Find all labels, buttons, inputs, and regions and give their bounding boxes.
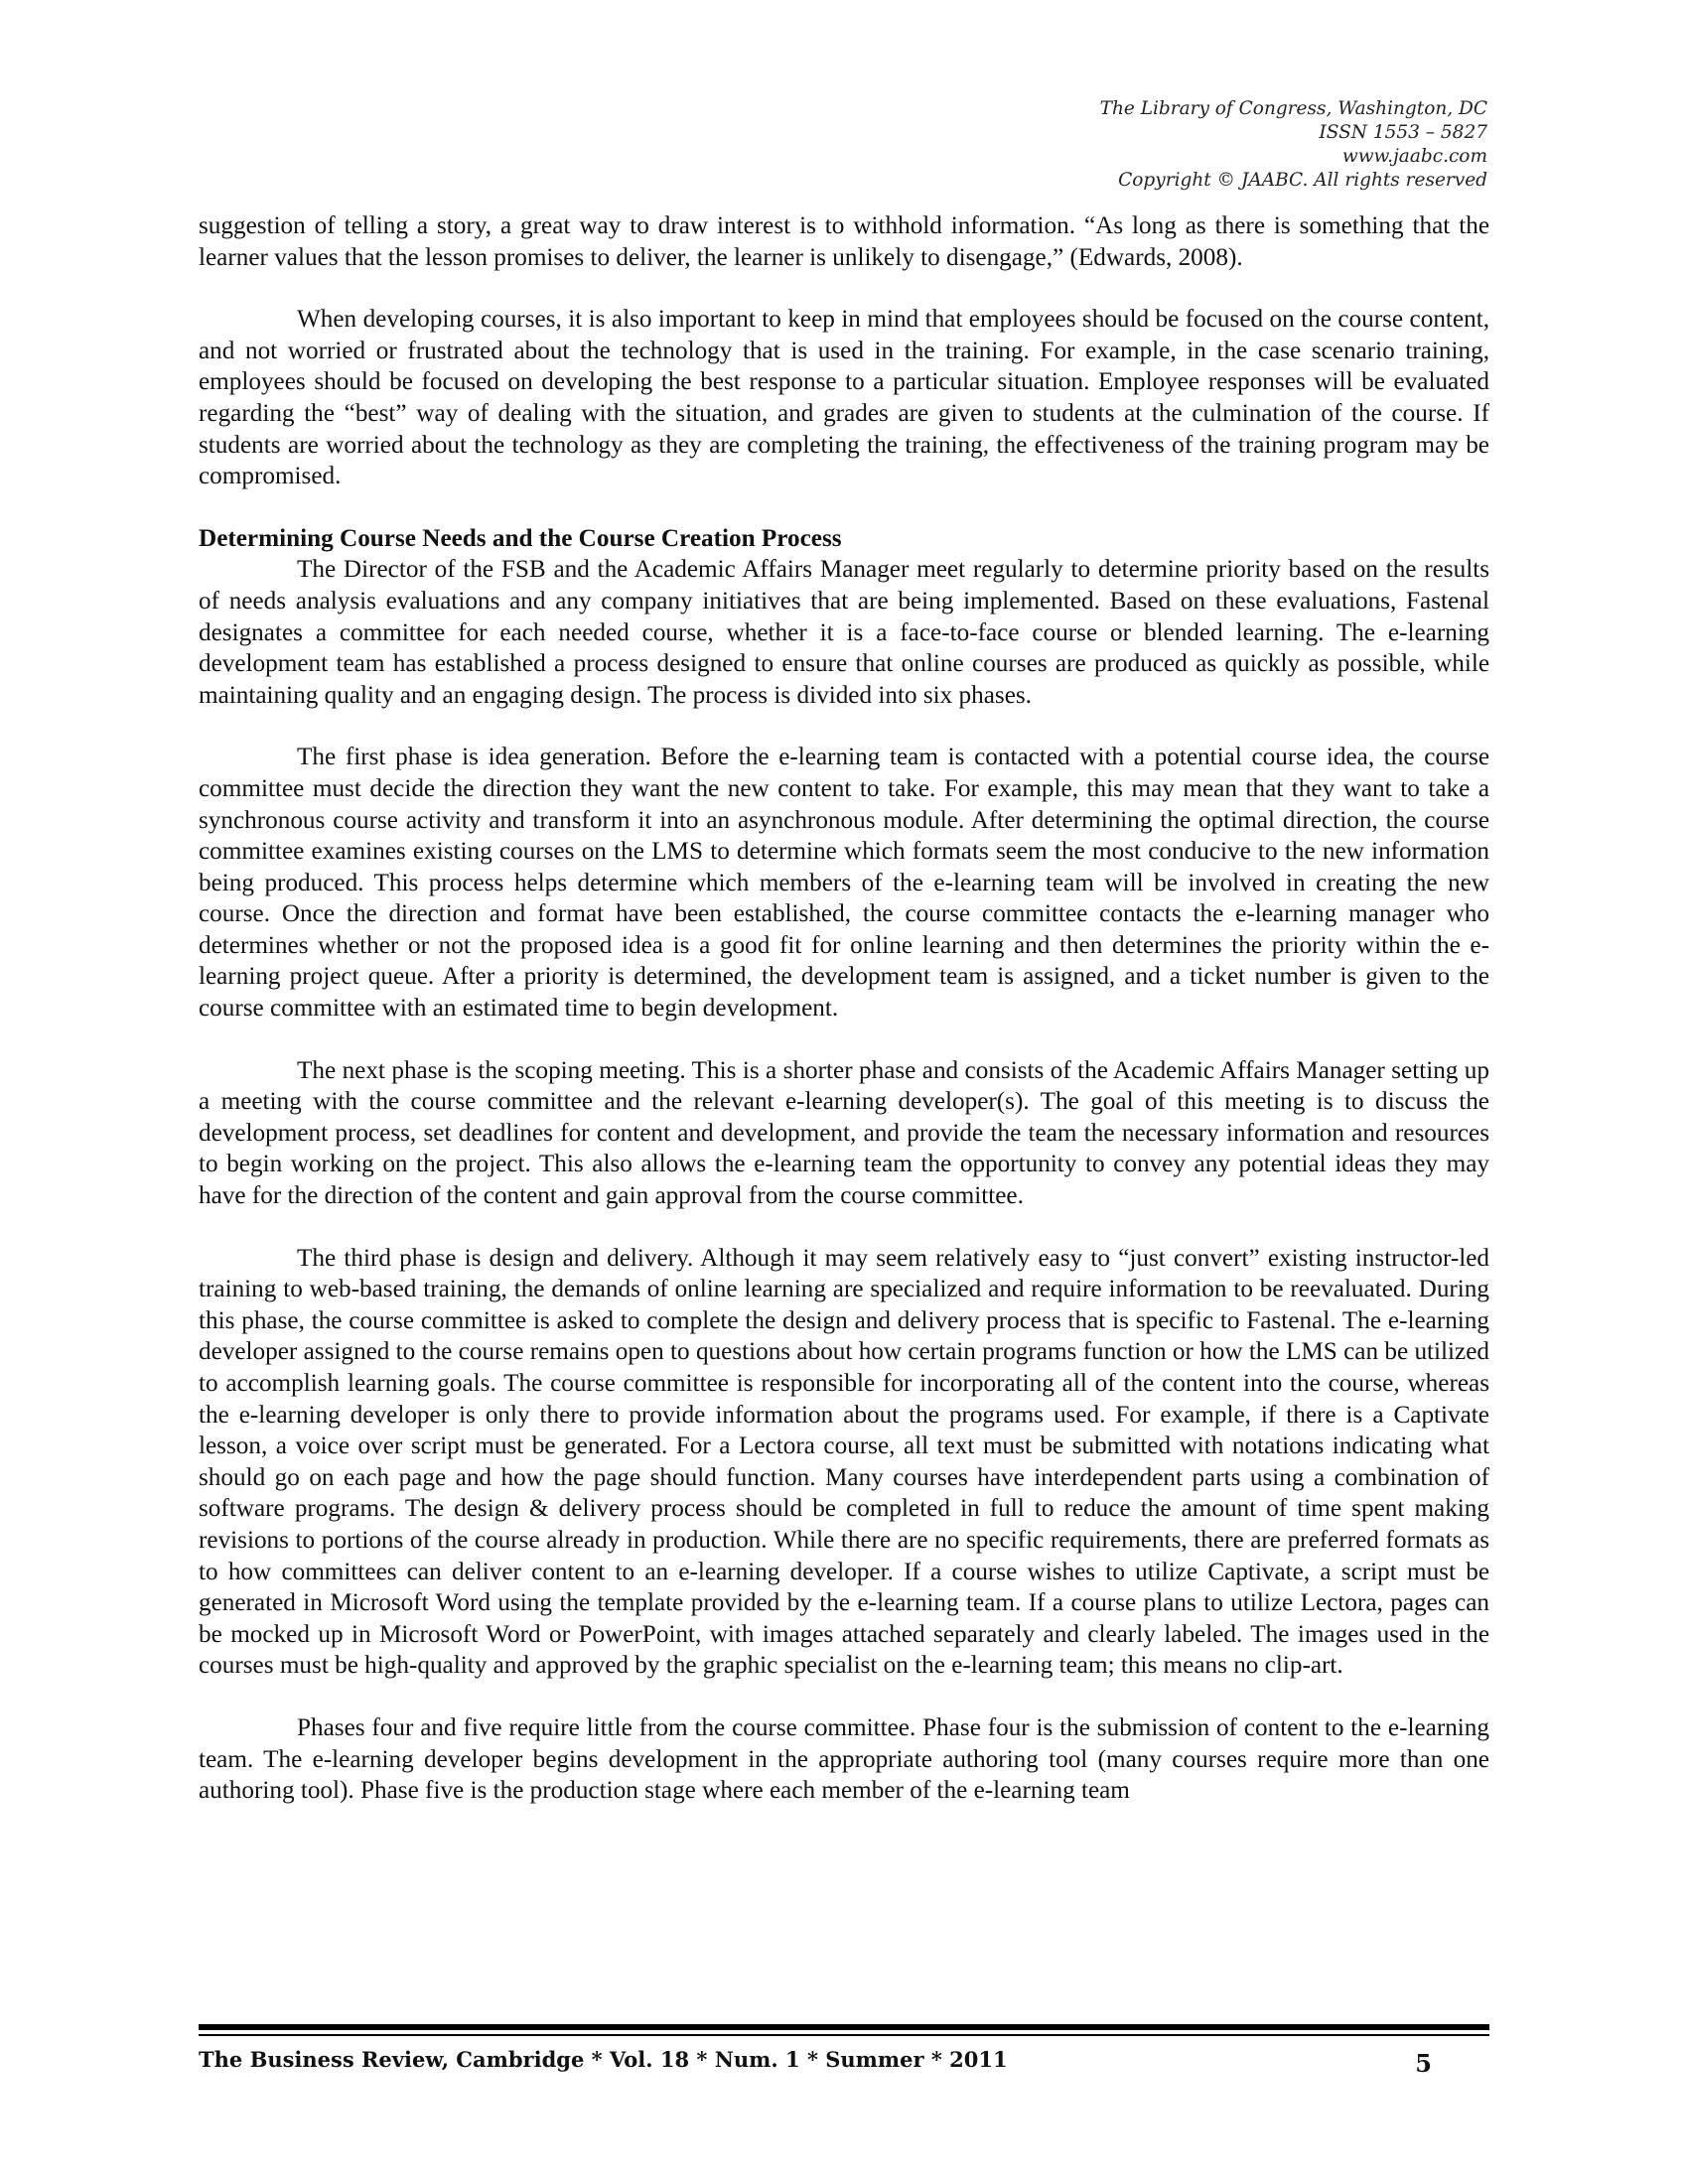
section-heading: Determining Course Needs and the Course Creation Process [199,524,842,552]
footer-divider-thick [199,2024,1489,2030]
page-number: 5 [1415,2049,1432,2078]
footer-journal-citation: The Business Review, Cambridge * Vol. 18 * Num. 1 * Summer * 2011 [199,2047,1008,2072]
paragraph-continuation: suggestion of telling a story, a great way to draw interest is to withhold information. “As long as there is something that the learner values that the lesson promises to deliver, the learner is unlikely to disengage,” (Edwards, 2008). [199,212,1489,271]
paragraph-course-needs: The Director of the FSB and the Academic Affairs Manager meet regularly to determine priority based on the results of needs analysis evaluations and any company initiatives that are being implemented. Based on these evaluations, Fastenal designates a committee for each needed course, whether it is a face-to-face course or blended learning. The e-learning development team has established a process designed to ensure that online courses are produced as quickly as possible, while maintaining quality and an engaging design. The process is divided into six phases. [199,556,1489,709]
paragraph-phase-two: The next phase is the scoping meeting. This is a shorter phase and consists of the Academic Affairs Manager setting up a meeting with the course committee and the relevant e-learning developer(s). The goal of this meeting is to discuss the development process, set deadlines for content and development, and provide the team the necessary information and resources to begin working on the project. This also allows the e-learning team the opportunity to convey any potential ideas they may have for the direction of the content and gain approval from the course committee. [199,1056,1489,1210]
footer-divider-thin [199,2034,1489,2036]
paragraph-phase-one: The first phase is idea generation. Before the e-learning team is contacted with a potential course idea, the course committee must decide the direction they want the new content to take. For example, this may mean that they want to take a synchronous course activity and transform it into an asynchronous module. After determining the optimal direction, the course committee examines existing courses on the LMS to determine which formats seem the most conducive to the new information being produced. This process helps determine which members of the e-learning team will be involved in creating the new course. Once the direction and format have been established, the course committee contacts the e-learning manager who determines whether or not the proposed idea is a good fit for online learning and then determines the priority within the e-learning project queue. After a priority is determined, the development team is assigned, and a ticket number is given to the course committee with an estimated time to begin development. [199,744,1489,1023]
paragraph-phases-four-five: Phases four and five require little from the course committee. Phase four is the submission of content to the e-learning team. The e-learning developer begins development in the appropriate authoring tool (many courses require more than one authoring tool). Phase five is the production stage where each member of the e-learning team [199,1713,1489,1805]
article-body [199,210,1489,1838]
journal-header [1100,97,1487,193]
header-copyright-line: Copyright © JAABC. All rights reserved [1118,170,1487,191]
header-website-line: www.jaabc.com [1341,146,1487,167]
paragraph-phase-three: The third phase is design and delivery. Although it may seem relatively easy to “just convert” existing instructor-led training to web-based training, the demands of online learning are specialized and require information to be reevaluated. During this phase, the course committee is asked to complete the design and delivery process that is specific to Fastenal. The e-learning developer assigned to the course remains open to questions about how certain programs function or how the LMS can be utilized to accomplish learning goals. The course committee is responsible for incorporating all of the content into the course, whereas the e-learning developer is only there to provide information about the programs used. For example, if there is a Captivate lesson, a voice over script must be generated. For a Lectora course, all text must be submitted with notations indicating what should go on each page and how the page should function. Many courses have interdependent parts using a combination of software programs. The design & delivery process should be completed in full to reduce the amount of time spent making revisions to portions of the course already in production. While there are no specific requirements, there are preferred formats as to how committees can deliver content to an e-learning developer. If a course wishes to utilize Captivate, a script must be generated in Microsoft Word using the template provided by the e-learning team. If a course plans to utilize Lectora, pages can be mocked up in Microsoft Word or PowerPoint, with images attached separately and clearly labeled. The images used in the courses must be high-quality and approved by the graphic specialist on the e-learning team; this means no clip-art. [199,1244,1489,1680]
paragraph-technology-focus: When developing courses, it is also important to keep in mind that employees should be focused on the course content, and not worried or frustrated about the technology that is used in the training. For example, in the case scenario training, employees should be focused on developing the best response to a particular situation. Employee responses will be evaluated regarding the “best” way of dealing with the situation, and grades are given to students at the culmination of the course. If students are worried about the technology as they are completing the training, the effectiveness of the training program may be compromised. [199,306,1489,490]
header-issn-line: ISSN 1553 – 5827 [1319,122,1487,143]
header-library-line: The Library of Congress, Washington, DC [1099,98,1487,119]
